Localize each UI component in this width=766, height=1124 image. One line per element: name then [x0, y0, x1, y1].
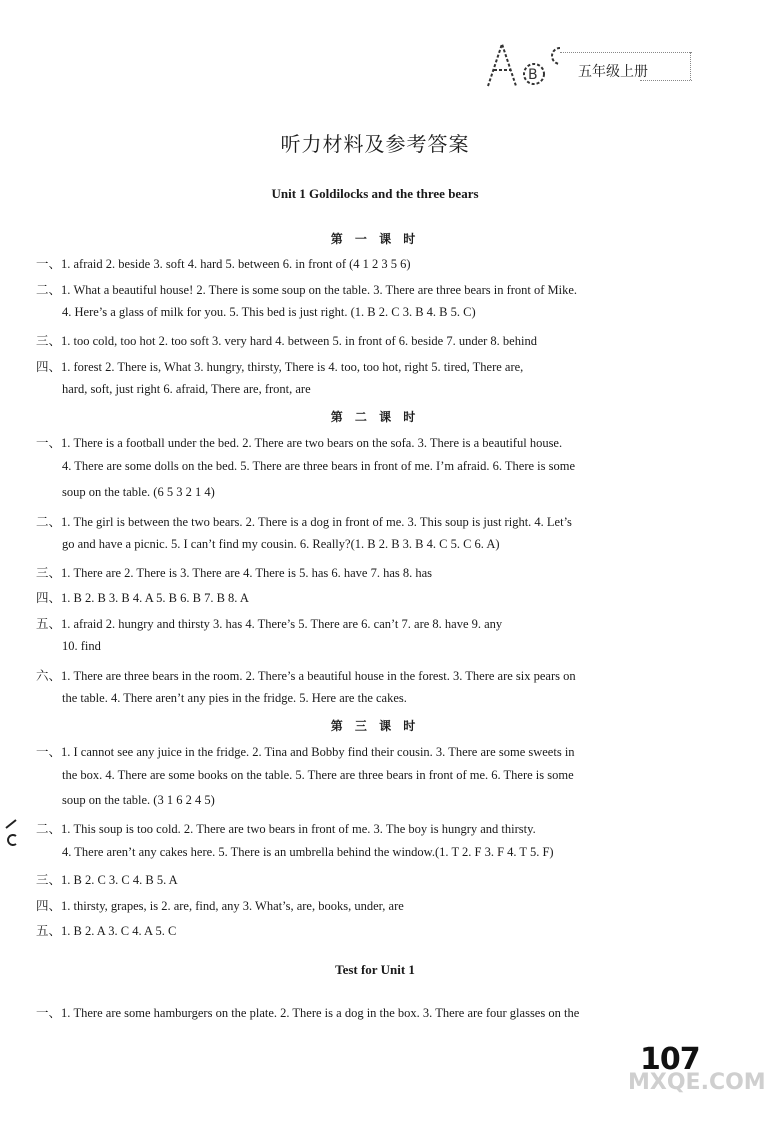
abc-logo-icon — [478, 38, 570, 92]
page-number: 107 — [640, 1042, 700, 1077]
page-header — [0, 30, 750, 110]
answer-line: 一、1. afraid 2. beside 3. soft 4. hard 5. between 6. in front of (4 1 2 3 5 6) — [36, 257, 411, 271]
lesson-heading: 第 二 课 时 — [330, 410, 420, 424]
margin-mark-icon — [4, 818, 18, 848]
answer-line: soup on the table. (6 5 3 2 1 4) — [62, 485, 215, 499]
answer-line: the table. 4. There aren’t any pies in the fridge. 5. Here are the cakes. — [62, 691, 407, 705]
answer-line: 四、1. forest 2. There is, What 3. hungry, thirsty, There is 4. too, too hot, right 5. tired, There are, — [36, 360, 524, 374]
answer-line: 二、1. What a beautiful house! 2. There is some soup on the table. 3. There are three bears in front of Mike. — [36, 283, 578, 297]
page-title: 听力材料及参考答案 — [280, 132, 470, 156]
lesson-heading: 第 一 课 时 — [330, 232, 420, 246]
answer-line: 一、1. I cannot see any juice in the fridge. 2. Tina and Bobby find their cousin. 3. There are some sweets in — [36, 745, 575, 759]
watermark: MXQE.COM — [628, 1070, 766, 1095]
answer-line: 三、1. B 2. C 3. C 4. B 5. A — [36, 873, 178, 887]
answer-line: 二、1. The girl is between the two bears. 2. There is a dog in front of me. 3. This soup is just right. 4. Let’s — [36, 515, 572, 529]
header-divider — [690, 52, 691, 80]
grade-label: 五年级上册 — [578, 64, 648, 80]
answer-line: go and have a picnic. 5. I can’t find my cousin. 6. Really?(1. B 2. B 3. B 4. C 5. C 6. A) — [62, 537, 500, 551]
header-divider — [560, 52, 692, 53]
answer-line: the box. 4. There are some books on the table. 5. There are three bears in front of me. 6. There is some — [62, 768, 574, 782]
answer-line: hard, soft, just right 6. afraid, There are, front, are — [62, 382, 311, 396]
unit-title: Unit 1 Goldilocks and the three bears — [271, 186, 479, 201]
answer-line: 10. find — [62, 639, 101, 653]
answer-line: 三、1. There are 2. There is 3. There are 4. There is 5. has 6. have 7. has 8. has — [36, 566, 433, 580]
answer-line: 五、1. B 2. A 3. C 4. A 5. C — [36, 924, 177, 938]
answer-line: soup on the table. (3 1 6 2 4 5) — [62, 793, 215, 807]
answer-line: 一、1. There are some hamburgers on the plate. 2. There is a dog in the box. 3. There are four glasses on the — [36, 1006, 580, 1020]
svg-text:B: B — [528, 67, 538, 83]
answer-line: 二、1. This soup is too cold. 2. There are two bears in front of me. 3. The boy is hungry and thirsty. — [36, 822, 536, 836]
answer-line: 四、1. B 2. B 3. B 4. A 5. B 6. B 7. B 8. A — [36, 591, 249, 605]
test-title: Test for Unit 1 — [335, 962, 415, 977]
answer-line: 4. Here’s a glass of milk for you. 5. This bed is just right. (1. B 2. C 3. B 4. B 5. C) — [62, 305, 476, 319]
answer-line: 三、1. too cold, too hot 2. too soft 3. very hard 4. between 5. in front of 6. beside 7. under 8. behind — [36, 334, 537, 348]
answer-line: 一、1. There is a football under the bed. 2. There are two bears on the sofa. 3. There is a beautiful house. — [36, 436, 563, 450]
answer-line: 4. There are some dolls on the bed. 5. There are three bears in front of me. I’m afraid. 6. There is some — [62, 459, 576, 473]
answer-line: 六、1. There are three bears in the room. 2. There’s a beautiful house in the forest. 3. There are six pears on — [36, 669, 576, 683]
lesson-heading: 第 三 课 时 — [330, 719, 420, 733]
answer-line: 4. There aren’t any cakes here. 5. There is an umbrella behind the window.(1. T 2. F 3. F 4. T 5. F) — [62, 845, 554, 859]
answer-line: 四、1. thirsty, grapes, is 2. are, find, any 3. What’s, are, books, under, are — [36, 899, 404, 913]
answer-line: 五、1. afraid 2. hungry and thirsty 3. has 4. There’s 5. There are 6. can’t 7. are 8. have 9. any — [36, 617, 503, 631]
